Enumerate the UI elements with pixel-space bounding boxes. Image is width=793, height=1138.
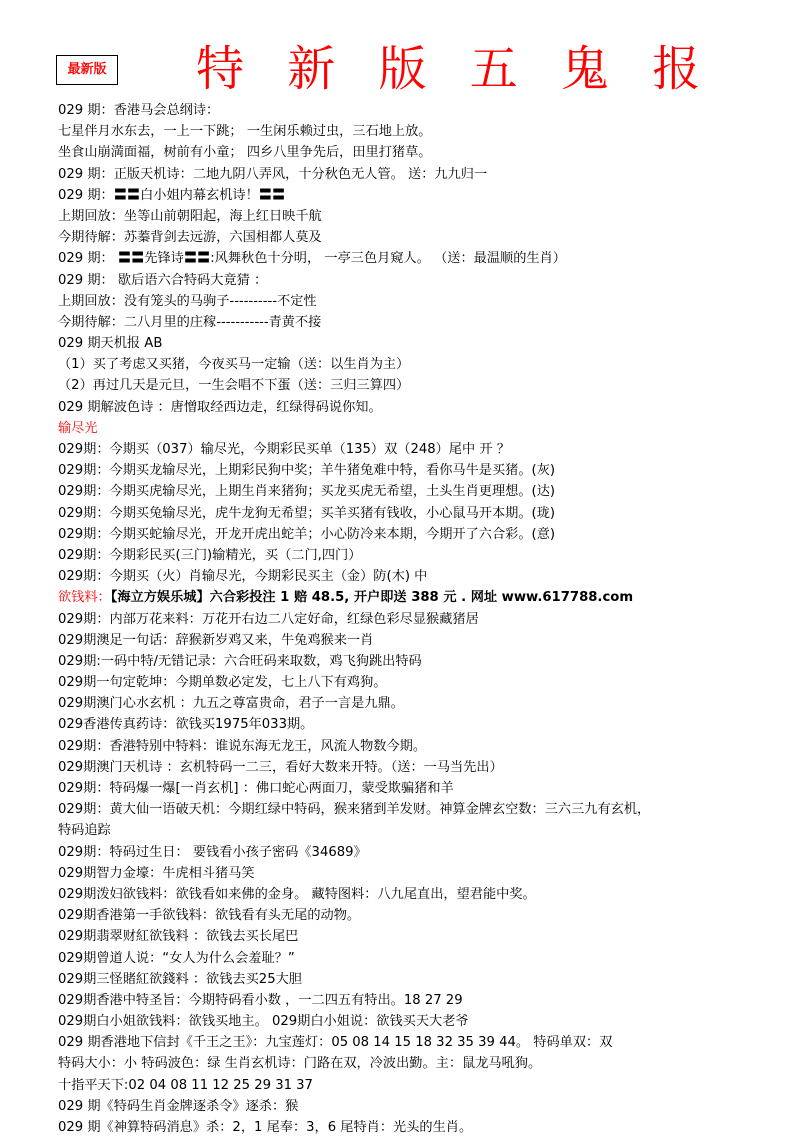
text-line: 029期：今期买龙输尽光，上期彩民狗中奖；羊牛猪兔难中特，看你马牛是买猪。(灰) — [58, 463, 556, 479]
text-line: 七星伴月水东去，一上一下跳； 一生闲乐赖过虫，三石地上放。 — [58, 124, 432, 140]
text-line: 十指平天下:02 04 08 11 12 25 29 31 37 — [58, 1077, 313, 1093]
text-line: 029期澳门天机诗 ：玄机特码一二三，看好大数来开特。（送：一马当先出） — [58, 759, 503, 775]
text-line: 029期：今期买虎输尽光，上期生肖来猪狗；买龙买虎无希望，土头生肖更理想。(达) — [58, 484, 556, 500]
text-line: 029期：今期买（037）输尽光，今期彩民买单（135）双（248）尾中 开 ？ — [58, 442, 510, 457]
text-line: 029期香港第一手欲钱料：欲钱看有头无尾的动物。 — [58, 908, 361, 924]
text-line: 029期泼妇欲钱料：欲钱看如来佛的金身。 藏特图料：八九尾直出，望君能中奖。 — [58, 886, 536, 902]
page-title: 特 新 版 五 鬼 报 — [196, 41, 715, 97]
text-line: 029 期：香港马会总纲诗： — [58, 103, 220, 118]
text-line: 029 期：〓〓白小姐内幕玄机诗！〓〓 — [58, 187, 286, 203]
section-heading: 欲钱料： — [58, 590, 111, 606]
text-line: 029期:一码中特/无错记录：六合旺码来取数，鸡飞狗跳出特码 — [58, 653, 422, 669]
text-line: 今期待解：苏蓁背剑去远游，六国相都人莫及 — [58, 230, 322, 246]
text-line: 029期：今期买兔输尽光，虎牛龙狗无希望；买羊买猪有钱收，小心鼠马开本期。(珑) — [58, 505, 556, 521]
ad-text: 【海立方娱乐城】六合彩投注 1 赔 48.5, 开户即送 388 元 . 网址 www.617788.com — [110, 590, 634, 606]
text-line: 029 期： 歇后语六合特码大竟猜 ： — [58, 272, 268, 288]
text-line: （1）买了考虑又买猪，今夜买马一定输（送：以生肖为主） — [58, 357, 410, 373]
text-line: 029期翡翠财紅欲钱料 ：欲钱去买长尾巴 — [58, 929, 299, 945]
text-line: 029期香港中特圣旨：今期特码看小数 ，一二四五有特出。18 27 29 — [58, 992, 463, 1008]
text-line: 029期三怪賭紅欲錢料 ：欲钱去买25大胆 — [58, 971, 302, 987]
text-line: 029期：今期彩民买(三门)输精光，买（二门,四门） — [58, 547, 362, 563]
text-line: 029期曾道人说：“女人为什么会羞耻？” — [58, 950, 295, 966]
text-line: 029期：黄大仙一语破天机：今期红绿中特码，猴来猪到羊发财。神算金牌玄空数：三六三九有玄机， — [58, 802, 651, 818]
text-line: 029期：香港特别中特料：谁说东海无龙王，风流人物数今期。 — [58, 738, 427, 754]
text-line: 029 期《特码生肖金牌逐杀令》逐杀：猴 — [58, 1098, 299, 1114]
text-line: 坐食山崩満面福，树前有小童； 四乡八里争先后，田里打猪草。 — [58, 145, 432, 161]
text-line: 029期：今期买（火）肖输尽光，今期彩民买主（金）防(木) 中 — [58, 569, 428, 585]
text-line: 029期：特码爆一爆[一肖玄机] ：佛口蛇心两面刀，蒙受欺骗猪和羊 — [58, 781, 454, 796]
text-line: 今期待解：二八月里的庄稼-----------青黄不接 — [58, 314, 322, 330]
article-body — [58, 100, 793, 1138]
text-line: 029期：内部万花来料：万花开右边二八定好命，红绿色彩尽显猴藏猪居 — [58, 611, 479, 627]
text-line: 029 期天机报 AB — [58, 336, 163, 352]
text-line: 029期澳门心水玄机 ：九五之尊富贵命，君子一言是九鼎。 — [58, 696, 404, 712]
text-line: 029期一句定乾坤：今期单数必定发，七上八下有鸡狗。 — [58, 675, 387, 691]
text-line: 029 期： 〓〓先锋诗〓〓:风舞秋色十分明， 一亭三色月窥人。 （送：最温顺的生肖） — [58, 251, 566, 267]
text-line: 029期白小姐欲钱料：欲钱买地主。 029期白小姐说：欲钱买天大老爷 — [58, 1014, 469, 1030]
text-line: 特码大小：小 特码波色：绿 生肖玄机诗：门路在双，冷波出勤。主：鼠龙马吼狗。 — [58, 1056, 542, 1072]
text-line: 上期回放：没有笼头的马驹子----------不定性 — [58, 293, 317, 309]
text-line: 029 期《神算特码消息》杀：2，1 尾奉：3，6 尾特肖：光头的生肖。 — [58, 1120, 473, 1135]
text-line: 029期智力金壕：牛虎相斗猪马笑 — [58, 865, 255, 881]
text-line: 029期：今期买蛇输尽光，开龙开虎出蛇羊；小心防冷来本期，今期开了六合彩。(意) — [58, 526, 556, 542]
text-line: 特码追踪 — [58, 823, 111, 839]
text-line: （2）再过几天是元旦，一生会唱不下蛋（送：三归三算四） — [58, 378, 410, 394]
text-line: 029 期：正版天机诗：二地九阴八弄风，十分秋色无人管。 送：九九归一 — [58, 166, 488, 182]
text-line: 029 期香港地下信封《千王之王》：九宝莲灯：05 08 14 15 18 32 35 39 44。 特码单双：双 — [58, 1035, 613, 1051]
latest-edition-badge: 最新版 — [56, 55, 118, 85]
section-heading: 输尽光 — [58, 420, 98, 436]
text-line: 029 期解波色诗 ：唐憎取经西边走，红绿得码说你知。 — [58, 399, 382, 415]
text-line: 029香港传真药诗：欲钱买1975年033期。 — [58, 717, 314, 733]
text-line: 上期回放：坐等山前朝阳起，海上红日映千航 — [58, 208, 322, 224]
text-line: 029期：特码过生日： 要钱看小孩子密码《34689》 — [58, 844, 367, 860]
text-line: 029期澳足一句话：辞猴新岁鸡又来，牛兔鸡猴来一肖 — [58, 632, 374, 648]
ad-line — [58, 587, 793, 608]
